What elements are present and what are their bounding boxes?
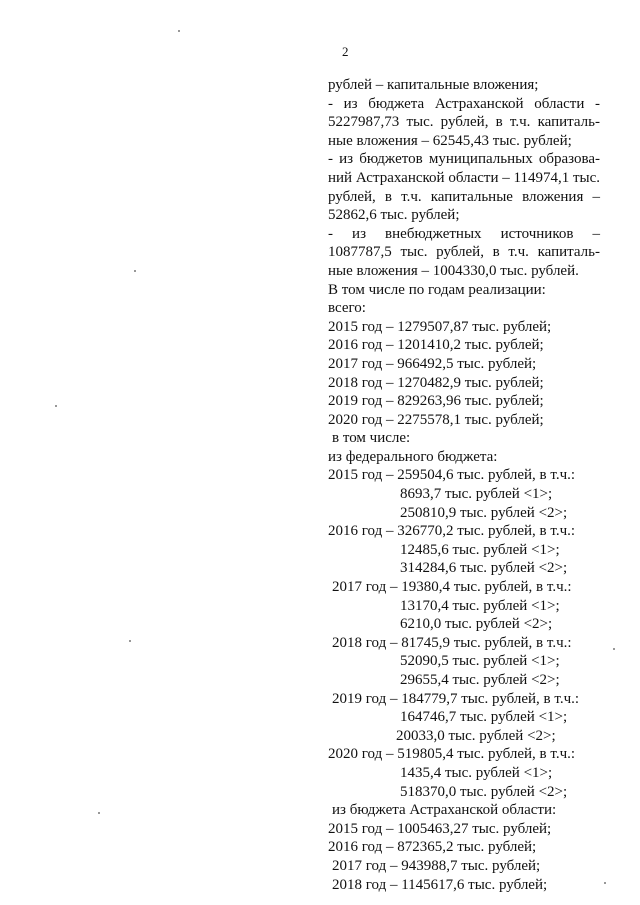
text-line: 2017 год – 19380,4 тыс. рублей, в т.ч.: — [332, 579, 572, 596]
page-number: 2 — [342, 44, 349, 59]
text-line: в том числе: — [332, 430, 411, 447]
scan-speck — [134, 270, 136, 272]
text-line: 1087787,5 тыс. рублей, в т.ч. капиталь- — [328, 244, 600, 261]
text-line: - из бюджетов муниципальных образова- — [328, 151, 600, 168]
text-line: 2020 год – 519805,4 тыс. рублей, в т.ч.: — [328, 746, 576, 763]
text-line: 314284,6 тыс. рублей <2>; — [400, 560, 568, 577]
text-line: всего: — [328, 300, 366, 317]
scan-speck — [178, 30, 180, 32]
text-line: 2018 год – 81745,9 тыс. рублей, в т.ч.: — [332, 634, 572, 651]
text-line: рублей, в т.ч. капитальные вложения – — [328, 188, 600, 205]
text-line: ные вложения – 62545,43 тыс. рублей; — [328, 132, 572, 149]
scan-speck — [55, 405, 57, 407]
text-line: из федерального бюджета: — [328, 448, 498, 465]
text-line: 2018 год – 1270482,9 тыс. рублей; — [328, 374, 544, 391]
text-line: 52862,6 тыс. рублей; — [328, 207, 460, 224]
scan-speck — [604, 882, 606, 884]
text-line: 12485,6 тыс. рублей <1>; — [400, 541, 560, 558]
text-line: 250810,9 тыс. рублей <2>; — [400, 504, 568, 521]
text-line: 29655,4 тыс. рублей <2>; — [400, 672, 560, 688]
text-line: 2017 год – 943988,7 тыс. рублей; — [332, 857, 541, 874]
text-line: 8693,7 тыс. рублей <1>; — [400, 486, 553, 503]
budget-text-column — [328, 76, 600, 894]
text-line: 2015 год – 259504,6 тыс. рублей, в т.ч.: — [328, 467, 576, 484]
text-line: 2016 год – 872365,2 тыс. рублей; — [328, 839, 537, 856]
text-line: 2015 год – 1005463,27 тыс. рублей; — [328, 820, 552, 837]
text-line: 2018 год – 1145617,6 тыс. рублей; — [332, 876, 548, 893]
text-line: 2016 год – 326770,2 тыс. рублей, в т.ч.: — [328, 523, 576, 540]
text-line: 2019 год – 829263,96 тыс. рублей; — [328, 393, 544, 410]
text-line: - из бюджета Астраханской области - — [328, 95, 600, 112]
text-line: 518370,0 тыс. рублей <2>; — [400, 783, 568, 800]
text-line: 52090,5 тыс. рублей <1>; — [400, 653, 560, 670]
text-line: ний Астраханской области – 114974,1 тыс. — [328, 169, 600, 186]
text-line: 2016 год – 1201410,2 тыс. рублей; — [328, 337, 544, 354]
text-line: 2019 год – 184779,7 тыс. рублей, в т.ч.: — [332, 690, 580, 707]
text-line: 20033,0 тыс. рублей <2>; — [396, 727, 556, 744]
text-line: 1435,4 тыс. рублей <1>; — [400, 764, 553, 781]
text-line: из бюджета Астраханской области: — [332, 802, 557, 819]
text-line: 13170,4 тыс. рублей <1>; — [400, 597, 560, 614]
text-line: 2015 год – 1279507,87 тыс. рублей; — [328, 318, 552, 335]
scan-speck — [613, 648, 615, 650]
text-line: 2017 год – 966492,5 тыс. рублей; — [328, 355, 537, 372]
text-line: - из внебюджетных источников – — [328, 225, 600, 242]
scan-speck — [129, 640, 131, 642]
text-line: 2020 год – 2275578,1 тыс. рублей; — [328, 411, 544, 428]
text-line: В том числе по годам реализации: — [328, 281, 546, 298]
text-line: 164746,7 тыс. рублей <1>; — [400, 709, 568, 726]
text-line: 5227987,73 тыс. рублей, в т.ч. капиталь- — [328, 114, 600, 131]
scan-speck — [98, 812, 100, 814]
text-line: рублей – капитальные вложения; — [328, 77, 539, 93]
text-line: ные вложения – 1004330,0 тыс. рублей. — [328, 262, 579, 279]
text-line: 6210,0 тыс. рублей <2>; — [400, 616, 553, 633]
